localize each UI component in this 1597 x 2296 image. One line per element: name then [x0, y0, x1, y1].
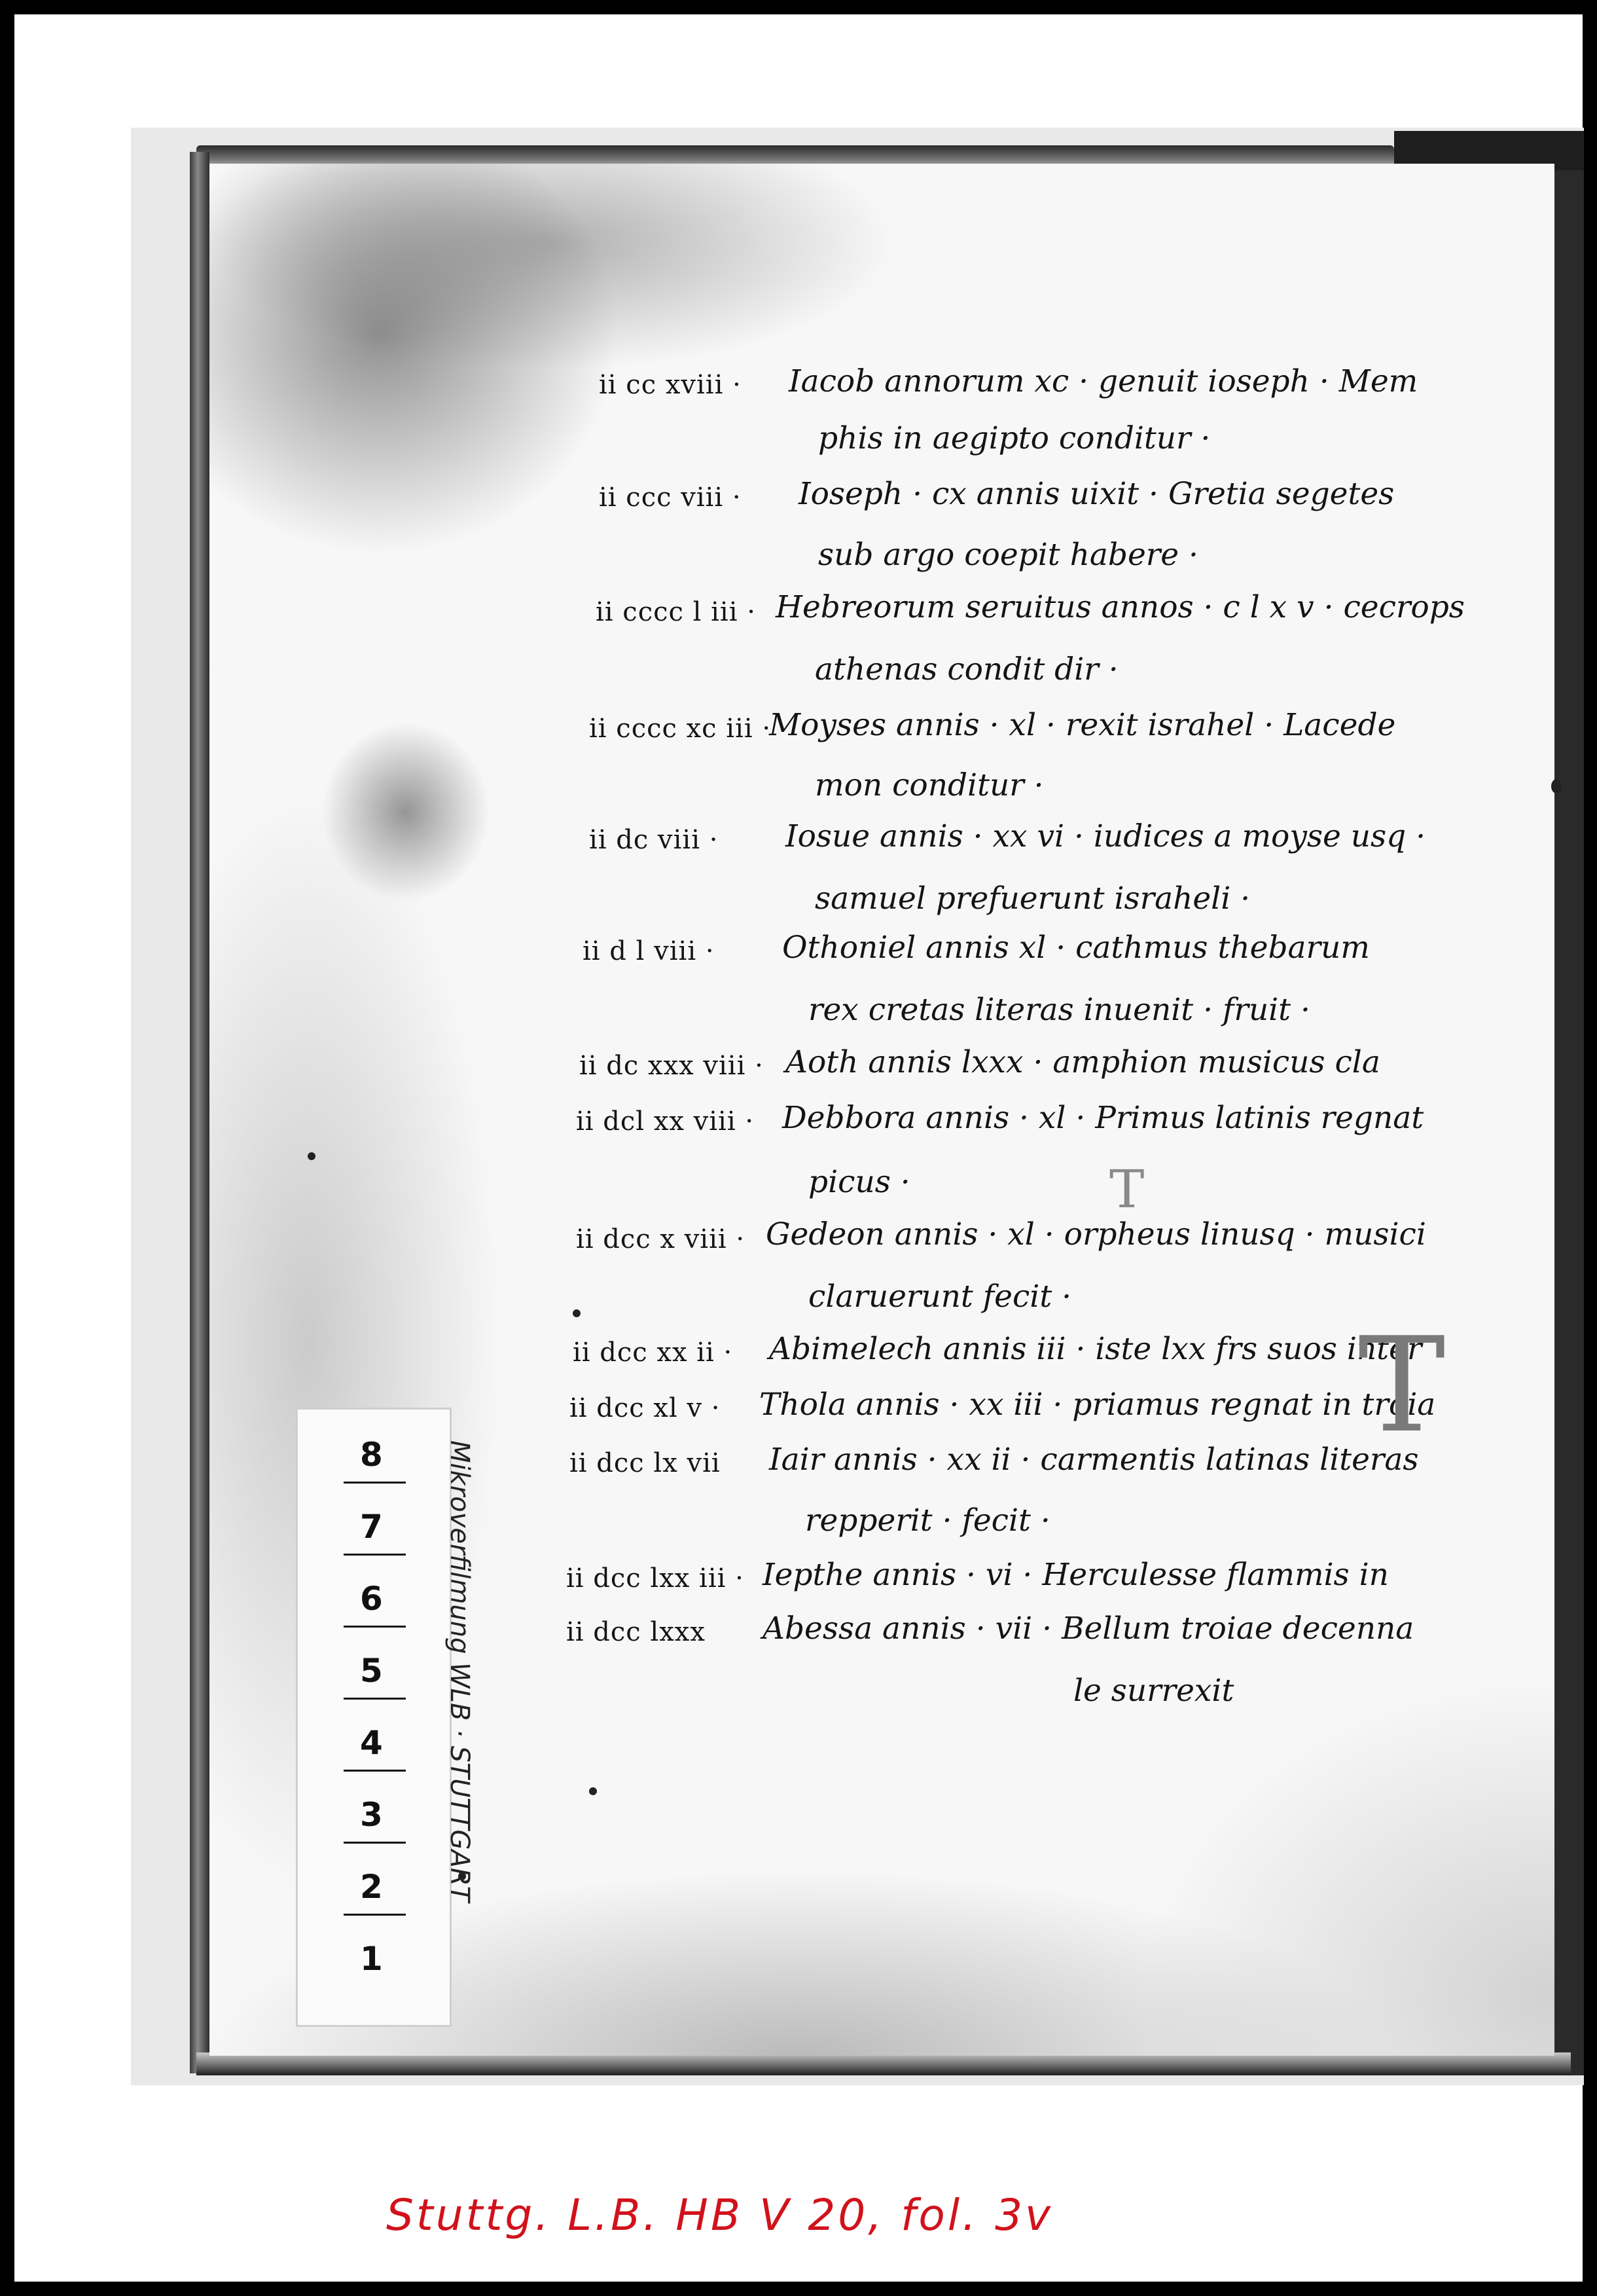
entry-year: ii dc xxx viii · — [579, 1051, 764, 1081]
entry-continuation: rex cretas literas inuenit · fruit · — [808, 992, 1310, 1028]
catalog-caption: Stuttg. L.B. HB V 20, fol. 3v — [386, 2190, 1054, 2240]
entry-year: ii dcc lx vii — [569, 1448, 721, 1478]
entry-text: Abessa annis · vii · Bellum troiae decenna — [763, 1611, 1414, 1647]
scale-number-3: 3 — [360, 1796, 383, 1834]
scale-number-6: 6 — [360, 1580, 383, 1618]
bleed-through-letter: T — [1109, 1159, 1145, 1220]
entry-year: ii dc viii · — [589, 825, 719, 855]
entry-year: ii cccc xc iii · — [589, 714, 772, 744]
entry-text: Gedeon annis · xl · orpheus linusq · musici — [766, 1216, 1426, 1252]
speck — [589, 1787, 597, 1795]
entry-continuation: claruerunt fecit · — [808, 1279, 1072, 1315]
entry-year: ii cc xviii · — [599, 370, 742, 400]
scale-number-4: 4 — [360, 1724, 383, 1762]
bleed-through-letter: T — [1358, 1309, 1446, 1462]
entry-year: ii dcc xl v · — [569, 1393, 721, 1423]
scale-tick — [344, 1842, 406, 1844]
entry-text: Iacob annorum xc · genuit ioseph · Mem — [789, 363, 1418, 399]
entry-continuation: phis in aegipto conditur · — [818, 420, 1211, 456]
entry-continuation: le surrexit — [1073, 1673, 1234, 1709]
entry-year: ii cccc l iii · — [596, 597, 756, 627]
binding-bottom-edge — [196, 2052, 1571, 2075]
entry-year: ii d l viii · — [583, 936, 715, 966]
entry-text: Thola annis · xx iii · priamus regnat in troia — [759, 1387, 1436, 1423]
entry-year: ii dcc xx ii · — [573, 1338, 733, 1368]
entry-text: Abimelech annis iii · iste lxx frs suos inter — [769, 1331, 1422, 1367]
entry-year: ii dcl xx viii · — [576, 1106, 755, 1137]
scale-number-1: 1 — [360, 1940, 383, 1978]
entry-text: Othoniel annis xl · cathmus thebarum — [782, 930, 1370, 966]
measuring-scale — [296, 1408, 452, 2027]
entry-text: Hebreorum seruitus annos · c l x v · cecrops — [776, 589, 1465, 625]
entry-year: ii dcc lxx iii · — [566, 1563, 744, 1594]
scale-tick — [344, 1770, 406, 1772]
entry-continuation: picus · — [808, 1164, 910, 1200]
scale-tick — [344, 1626, 406, 1628]
entry-continuation: athenas condit dir · — [815, 651, 1119, 687]
binding-left-edge — [190, 152, 209, 2073]
scale-tick — [344, 1698, 406, 1700]
entry-text: Ioseph · cx annis uixit · Gretia segetes — [798, 476, 1395, 512]
entry-continuation: mon conditur · — [815, 767, 1044, 803]
entry-text: Iosue annis · xx vi · iudices a moyse usq · — [785, 818, 1426, 854]
entry-text: Moyses annis · xl · rexit israhel · Lacede — [769, 707, 1396, 743]
cover-right-edge — [1551, 170, 1584, 2075]
scale-tick — [344, 1554, 406, 1556]
entry-continuation: samuel prefuerunt israheli · — [815, 881, 1251, 917]
scale-number-2: 2 — [360, 1868, 383, 1906]
scale-number-8: 8 — [360, 1436, 383, 1474]
scale-number-7: 7 — [360, 1508, 383, 1546]
entry-continuation: repperit · fecit · — [805, 1503, 1050, 1539]
entry-year: ii dcc x viii · — [576, 1224, 745, 1254]
scale-number-5: 5 — [360, 1652, 383, 1690]
scale-label: Mikroverfilmung WLB · STUTTGART — [444, 1440, 475, 1903]
scale-tick — [344, 1914, 406, 1916]
speck — [308, 1152, 315, 1160]
entry-text: Iepthe annis · vi · Herculesse flammis in — [763, 1557, 1389, 1593]
entry-year: ii ccc viii · — [599, 483, 742, 513]
entry-continuation: sub argo coepit habere · — [818, 537, 1198, 573]
entry-year: ii dcc lxxx — [566, 1617, 706, 1647]
speck — [573, 1309, 581, 1317]
entry-text: Aoth annis lxxx · amphion musicus cla — [785, 1044, 1380, 1080]
speck — [1551, 779, 1562, 793]
entry-text: Debbora annis · xl · Primus latinis regnat — [782, 1100, 1424, 1136]
entry-text: Iair annis · xx ii · carmentis latinas literas — [769, 1442, 1419, 1478]
scale-tick — [344, 1482, 406, 1484]
